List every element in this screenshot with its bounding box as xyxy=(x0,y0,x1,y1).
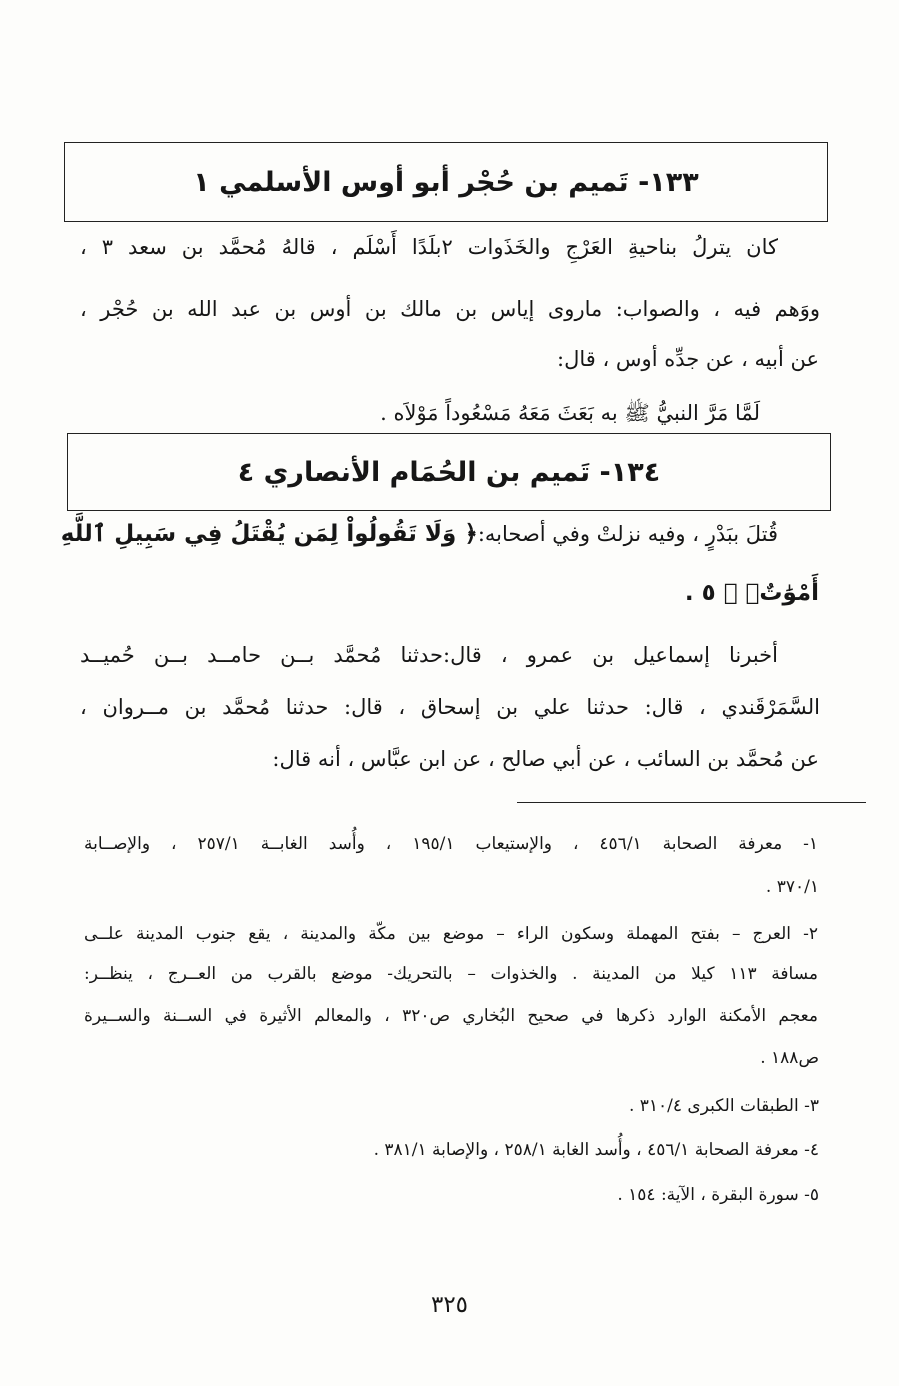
entry-133-line-4: لَمَّا مَرَّ النبيُّ ﷺ به بَعَثَ مَعَهُ مَسْعُوداً مَوْلاَه . xyxy=(380,401,760,425)
entry-133-heading-box xyxy=(64,142,828,222)
entry-134-heading: ١٣٤- تَميم بن الحُمَام الأنصاري ٤ xyxy=(237,456,661,488)
footnote-2-line-3: معجم الأمكنة الوارد ذكرها في صحيح البُخاري ص٣٢٠ ، والمعالم الأثيرة في الســنة والســيرة xyxy=(84,1006,818,1026)
footnote-4: ٤- معرفة الصحابة ٤٥٦/١ ، وأُسد الغابة ٢٥٨/١ ، والإصابة ٣٨١/١ . xyxy=(373,1140,819,1160)
footnote-1-line-2: ٣٧٠/١ . xyxy=(765,877,819,897)
footnote-2-line-1: ٢- العرج – بفتح المهملة وسكون الراء – موضع بين مكّة والمدينة ، يقع جنوب المدينة علــى xyxy=(84,924,818,944)
entry-134-text: قُتلَ ببَدْرٍ ، وفيه نزلتْ وفي أصحابه: xyxy=(477,522,778,546)
entry-133-heading: ١٣٣- تَميم بن حُجْر أبو أوس الأسلمي ١ xyxy=(193,166,699,198)
entry-134-heading-box xyxy=(67,433,831,511)
page-number: ٣٢٥ xyxy=(430,1292,469,1318)
quran-verse-part-2: أَمْوَٰتٌۚ ﴾ ٥ . xyxy=(684,580,819,606)
entry-133-line-1: كان يترلُ بناحيةِ العَرْجِ والخَذَوات ٢بلَدًا أَسْلَم ، قالهُ مُحمَّد بن سعد ٣ ، xyxy=(80,235,778,259)
isnad-line-2: السَّمَرْقَندي ، قال: حدثنا علي بن إسحاق ، قال: حدثنا مُحمَّد بن مــروان ، xyxy=(80,695,820,719)
quran-verse-part-1: ﴿ وَلَا تَقُولُواْ لِمَن يُقْتَلُ فِي سَبِيلِ ٱللَّهِ xyxy=(60,521,478,547)
footnote-5: ٥- سورة البقرة ، الآية: ١٥٤ . xyxy=(617,1185,819,1205)
entry-134-line-1 xyxy=(60,519,778,549)
entry-133-line-2: ووَهم فيه ، والصواب: ماروى إياس بن مالك بن أوس بن عبد الله بن حُجْر ، xyxy=(80,297,820,321)
footnote-2-line-2: مسافة ١١٣ كيلا من المدينة . والخذوات – بالتحريك- موضع بالقرب من العــرج ، ينظــر: xyxy=(84,964,818,984)
footnote-1-line-1: ١- معرفة الصحابة ٤٥٦/١ ، والإستيعاب ١٩٥/١ ، وأُسد الغابــة ٢٥٧/١ ، والإصــابة xyxy=(84,834,819,854)
footnote-3: ٣- الطبقات الكبرى ٣١٠/٤ . xyxy=(628,1096,819,1116)
isnad-line-1: أخبرنا إسماعيل بن عمرو ، قال:حدثنا مُحمَّد بــن حامــد بــن حُميــد xyxy=(80,643,778,667)
isnad-line-3: عن مُحمَّد بن السائب ، عن أبي صالح ، عن ابن عبَّاس ، أنه قال: xyxy=(272,747,819,771)
footnote-2-line-4: ص١٨٨ . xyxy=(760,1048,819,1068)
entry-133-line-3: عن أبيه ، عن جدِّه أوس ، قال: xyxy=(557,347,819,371)
footnote-separator xyxy=(517,802,866,803)
